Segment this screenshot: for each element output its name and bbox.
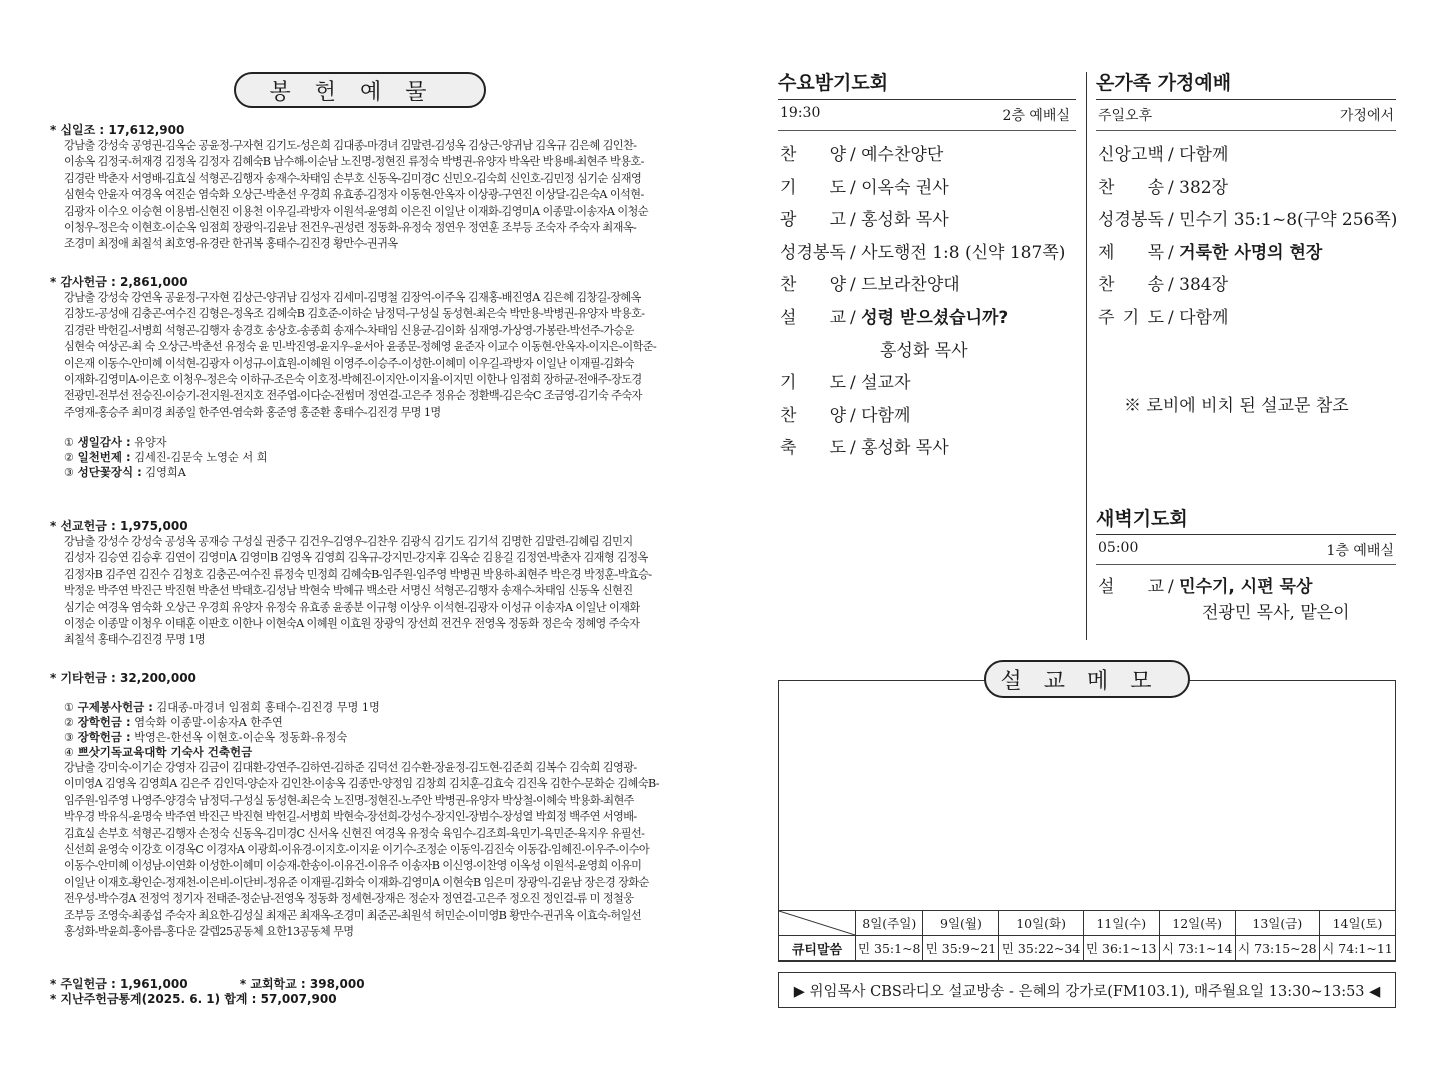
family-row xyxy=(1098,270,1228,295)
wednesday-row-key: 기 도 xyxy=(780,177,846,198)
qt-label: 큐티말씀 xyxy=(779,936,856,961)
wednesday-row xyxy=(780,336,968,361)
family-row-value: / 다함께 xyxy=(1168,308,1229,328)
qt-day: 8일(주일) xyxy=(856,911,923,936)
qt-day: 13일(금) xyxy=(1235,911,1319,936)
other-sub-2: ② 장학헌금 : 염숙화 이종말-이송자A 한주연 xyxy=(64,715,283,729)
family-row-value: / 거룩한 사명의 현장 xyxy=(1168,242,1323,263)
family-place: 가정에서 xyxy=(1339,108,1394,124)
offering-title: 봉헌예물 xyxy=(234,72,486,108)
dawn-time-row xyxy=(1098,540,1394,560)
wednesday-row-key: 찬 양 xyxy=(780,405,846,426)
wednesday-title: 수요밤기도회 xyxy=(778,72,889,94)
qt-corner-cell xyxy=(779,911,856,936)
family-row-value: / 384장 xyxy=(1168,275,1229,296)
qt-day: 11일(수) xyxy=(1083,911,1159,936)
qt-day: 10일(화) xyxy=(999,911,1083,936)
wednesday-row-key: 성 경 봉 독 xyxy=(780,242,846,263)
sunday-offering: * 주일헌금 : 1,961,000 xyxy=(50,977,188,991)
family-title: 온가족 가정예배 xyxy=(1096,72,1232,94)
wednesday-row-key: 찬 양 xyxy=(780,275,846,296)
wednesday-row-value: / 홍성화 목사 xyxy=(850,210,949,231)
qt-verse: 시 73:15~28 xyxy=(1235,936,1319,961)
family-row-value: / 382장 xyxy=(1168,177,1229,198)
other-names: 강남출 강미숙-이기순 강영자 김금이 김대환-강연주-김하연-김하준 김덕선 김수환-장윤정-김도현-김준희 김복수 김숙희 김영광-이미영A 김영옥 김영희A 김은주 김인덕-양순자 김인찬-이송옥 김종만-양정임 김창희 김치훈-김효숙 김진옥 김한수-문화순 김혜숙B-임주원-임주영 나영주-양경숙 남정덕-구성실 동성현-최은숙 노진명-정현진-노주안 박병권-유양자 박상철-이혜숙 박용화-최현주 박우경 박유식-윤명숙 박주연 박진근 박진현 박헌길-서병희 박현숙-장선희-강성수-장지인-장범수-장성열 박희정 백주연 서영배-김효실 손부호 석형곤-김행자 손정숙 신동옥-김미경C 신서옥 신현진 여경옥 유정숙 육임수-김조희-육민기-육민준-육지우 유필선-신선희 윤영숙 이강호 이경옥C 이경자A 이광희-이유경-이지호-이지윤 이기수-조정순 이동익-김진숙 이동갑-임혜진-이우주-이수아 이동수-안미혜 이성남-이연화 이성한-이혜미 이승재-한송이-이유건-이유주 이송자B 이신영-이찬영 이옥성 이원석-윤영희 이유미 이일난 이재호-황인순-정재천-이은비-이단비-정유준 이재필-김화숙 이재화-김영미A 이현숙B 임은미 장광익-김윤남 장은경 장화순 전우성-박수경A 전정억 정기자 전태준-정순남-전영옥 정동화 정세현-장재은 정순자 정연걸-고은주 정오진 정인걸-류 미 정철웅 조부등 조영숙-최종섭 주숙자 최요한-김성실 최재곤 최재옥-조경미 최준곤-최원석 허민순-이미영B 황만수-권귀옥 이효숙-허일선 홍성화-박윤희-홍아름-홍다운 갈렙25공동체 요한13공동체 무명 xyxy=(64,761,659,939)
family-row-key: 성 경 봉 독 xyxy=(1098,210,1164,231)
family-row-key: 찬 송 xyxy=(1098,275,1164,296)
wednesday-row xyxy=(780,205,949,230)
qt-day: 14일(토) xyxy=(1320,911,1396,936)
wednesday-row-value: / 성령 받으셨습니까? xyxy=(850,308,1009,328)
mission-names: 강남출 강성수 강성숙 공성옥 공재승 구성실 권중구 김건우-김영우-김찬우 김광식 김기도 김기석 김명한 김말련-김혜림 김민지 김성자 김승연 김승후 김연이 김영미A 김영미B 김영옥 김영희 김옥규-강지민-강지후 김옥순 김용길 김정연-박춘자 김재형 김정옥 김정자B 김주연 김진수 김청호 김충곤-여수진 류정숙 민정희 김혜숙B-임주원-임주영 박병권 박용하-최현주 박은경 박정훈-박효승-박정운 박주연 박진근 박진현 박춘선 박태호-김성남 박현숙 박혜규 백소란 서명신 석형곤-김행자 송재수-차태임 신동옥 신현진 심기순 여경옥 염숙화 오상근 우경희 유양자 유정숙 유효종 윤종분 이규형 이상우 이석현-김광자 이성규 이송자A 이일난 이재화 이정순 이종말 이청우 이태훈 이판호 이한나 이현숙A 이혜원 이효원 장광익 장선희 전건우 전영옥 정동화 정은숙 정혜영 주숙자 최칠석 홍태수-김진경 무명 1명 xyxy=(64,535,652,647)
family-row-key: 주 기 도 xyxy=(1098,308,1164,328)
family-time: 주일오후 xyxy=(1098,108,1153,124)
qt-day: 12일(목) xyxy=(1159,911,1235,936)
wednesday-time: 19:30 xyxy=(780,105,821,121)
wednesday-row xyxy=(780,303,1008,328)
wednesday-row xyxy=(780,433,949,458)
qt-header-row xyxy=(779,911,1396,936)
wednesday-row-key: 설 교 xyxy=(780,308,846,328)
dawn-time: 05:00 xyxy=(1098,540,1139,556)
thanks-sub-2: ② 일천번제 : 김세진-김문숙 노영순 서 희 xyxy=(64,450,268,465)
qt-verse: 민 35:22~34 xyxy=(999,936,1083,961)
wednesday-row-value: / 사도행전 1:8 (신약 187쪽) xyxy=(850,242,1066,263)
dawn-title: 새벽기도회 xyxy=(1096,508,1188,530)
dawn-sermon-title: 민수기, 시편 묵상 xyxy=(1179,577,1313,597)
qt-verse: 시 73:1~14 xyxy=(1159,936,1235,961)
family-row-value: / 민수기 35:1~8(구약 256쪽) xyxy=(1168,210,1398,231)
wednesday-row xyxy=(780,368,910,393)
qt-day: 9일(월) xyxy=(923,911,999,936)
school-offering: * 교회학교 : 398,000 xyxy=(239,977,365,991)
column-divider xyxy=(1086,72,1087,640)
dawn-preacher: 전광민 목사, 맡은이 xyxy=(1202,603,1350,623)
wednesday-row xyxy=(780,238,1065,263)
wednesday-row xyxy=(780,140,943,165)
mission-label: * 선교헌금 : 1,975,000 xyxy=(50,519,188,533)
family-row xyxy=(1098,205,1397,230)
wednesday-row-key: 기 도 xyxy=(780,373,846,394)
dawn-sermon-key: 설 교 xyxy=(1098,577,1164,597)
wednesday-row-value: / 설교자 xyxy=(850,373,911,394)
thanks-names: 강남출 강성숙 강연옥 공윤정-구자현 김상근-양귀남 김성자 김세미-김명철 김장억-이주옥 김재홍-배진영A 김은혜 김창길-장혜옥 김창도-공성애 김충곤-여수진 김형은-정옥조 김혜숙B 김호준-이하순 남정덕-구성실 동성현-최은숙 박만용-박병권-유양자 박용호-김경란 박헌길-서병희 석형곤-김행자 송경호 송상호-송종희 송재수-차태임 신용균-김이화 심재영-가상영-가봉란-박선주-가승운 심현숙 여상곤-최 숙 오상근-박춘선 유정숙 윤 민-박진영-윤지우-윤서아 윤종문-정혜영 윤준자 이교수 이동현-안옥자-이지은-이학준-이은재 이동수-안미혜 이석현-김광자 이성규-이효원-이혜원 이영주-이승주-이성한-이혜미 이우길-곽방자 이일난 이재필-김화숙 이재화-김영미A-이은호 이청우-정은숙 이하규-조은숙 이호정-박혜진-이지안-이지율-이지민 이한나 임점희 장하균-전애주-장도경 전광민-전부선 전승진-이승기-전지원-전지호 전주엽-이다순-전썸머 정연걸-고은주 정유순 정환백-김은숙C 조금영-김기숙 주숙자 주영재-홍승주 최미경 최종일 한주연-염숙화 홍준영 홍준환 홍태수-김진경 무명 1명 xyxy=(64,291,657,419)
family-time-row xyxy=(1098,105,1394,125)
wednesday-row xyxy=(780,173,949,198)
other-sub-4: ④ 쁘삿기독교육대학 기숙사 건축헌금 xyxy=(64,745,253,759)
qt-verse-row xyxy=(779,936,1396,961)
wednesday-row-value: / 예수찬양단 xyxy=(850,145,944,165)
wednesday-row-key: 광 고 xyxy=(780,210,846,231)
family-divider-2 xyxy=(1096,130,1396,131)
wednesday-time-row xyxy=(780,105,1070,125)
family-row-key: 신 앙 고 백 xyxy=(1098,145,1164,165)
family-row xyxy=(1098,303,1228,328)
wednesday-row-key: 찬 양 xyxy=(780,145,846,165)
wednesday-row-key: 축 도 xyxy=(780,438,846,459)
diagonal-line-icon xyxy=(779,911,855,935)
qt-verse: 시 74:1~11 xyxy=(1320,936,1396,961)
qt-verse: 민 36:1~13 xyxy=(1083,936,1159,961)
tithe-label: * 십일조 : 17,612,900 xyxy=(50,123,185,137)
wednesday-row-value: / 이옥숙 권사 xyxy=(850,177,949,198)
sermon-note: ※ 로비에 비치 된 설교문 참조 xyxy=(1124,396,1349,416)
wednesday-row-value: / 드보라찬양대 xyxy=(850,275,960,296)
family-row xyxy=(1098,173,1228,198)
family-divider xyxy=(1096,99,1396,100)
tithe-names: 강남출 강성숙 공영권-김옥순 공윤정-구자현 김기도-성은희 김대종-마경녀 김말련-김성옥 김상근-양귀남 김옥규 김은혜 김인찬-이송옥 김정국-허재경 김정옥 김정자 김혜숙B 남수해-이순남 노진명-정현진 류정숙 박병권-유양자 박옥란 박용배-최현주 박용호-김경란 박춘자 서영배-김효실 석형곤-김행자 송재수-차태임 손부호 신동옥-김미경C 신민오-김숙희 신인호-김민정 심기순 심재영 심현숙 안윤자 여경옥 여진순 염숙화 오상근-박춘선 우경희 유효종-김정자 이동현-안옥자 이상광-구연진 이상달-김은숙A 이석현-김광자 이수오 이승현 이용범-신현진 이용천 이우길-곽방자 이원석-윤영희 이은진 이일난 이재화-김영미A 이종말-이송자A 이청순 이청우-정은숙 이현호-이순옥 임점희 장광익-김윤남 전건우-권성련 정동화-유정숙 정연우 정연훈 조부등 조숙자 주숙자 최재옥-조경미 최정애 최칠석 최호영-유경란 한귀복 홍태수-김진경 황만수-권귀옥 xyxy=(64,139,648,251)
wednesday-row xyxy=(780,270,960,295)
sunday-school-row xyxy=(50,976,660,992)
dawn-divider-2 xyxy=(1096,564,1396,565)
tithe-section xyxy=(50,122,660,253)
wednesday-divider xyxy=(778,99,1076,100)
thanks-label: * 감사헌금 : 2,861,000 xyxy=(50,275,188,289)
dawn-divider xyxy=(1096,534,1396,535)
family-row-key: 제 목 xyxy=(1098,242,1164,263)
wednesday-row-value: / 홍성화 목사 xyxy=(850,438,949,459)
qt-verse: 민 35:9~21 xyxy=(923,936,999,961)
qt-table xyxy=(778,910,1396,961)
mission-section xyxy=(50,518,660,649)
last-week-total: * 지난주헌금통계(2025. 6. 1) 합계 : 57,007,900 xyxy=(50,992,337,1006)
family-row-key: 찬 송 xyxy=(1098,177,1164,198)
family-row xyxy=(1098,238,1322,263)
wednesday-divider-2 xyxy=(778,130,1076,131)
family-row xyxy=(1098,140,1228,165)
dawn-place: 1층 예배실 xyxy=(1326,543,1394,559)
thanks-sub-3: ③ 성단꽃장식 : 김영희A xyxy=(64,465,186,480)
wednesday-row-value: 홍성화 목사 xyxy=(880,340,968,361)
other-sub-3: ③ 장학헌금 : 박영은-한선옥 이현호-이순옥 정동화-유정숙 xyxy=(64,730,348,744)
other-label: * 기타헌금 : 32,200,000 xyxy=(50,671,196,685)
family-row-value: / 다함께 xyxy=(1168,145,1229,165)
dawn-sermon-row: 설 교 / 민수기, 시편 묵상 xyxy=(1098,572,1312,597)
thanks-section xyxy=(50,274,660,480)
qt-verse: 민 35:1~8 xyxy=(856,936,923,961)
other-sub-1: ① 구제봉사헌금 : 김대종-마경녀 임점희 홍태수-김진경 무명 1명 xyxy=(64,700,380,714)
other-section xyxy=(50,670,660,940)
wednesday-row-key xyxy=(780,336,846,361)
sermon-memo-title: 설교메모 xyxy=(984,660,1190,698)
thanks-sub-1: ① 생일감사 : 유양자 xyxy=(64,435,167,450)
radio-broadcast-notice: ▶ 위임목사 CBS라디오 설교방송 - 은혜의 강가로(FM103.1), 매주월요일 13:30~13:53 ◀ xyxy=(778,972,1396,1008)
wednesday-row xyxy=(780,401,910,426)
wednesday-row-value: / 다함께 xyxy=(850,405,911,426)
wednesday-place: 2층 예배실 xyxy=(1002,108,1070,124)
